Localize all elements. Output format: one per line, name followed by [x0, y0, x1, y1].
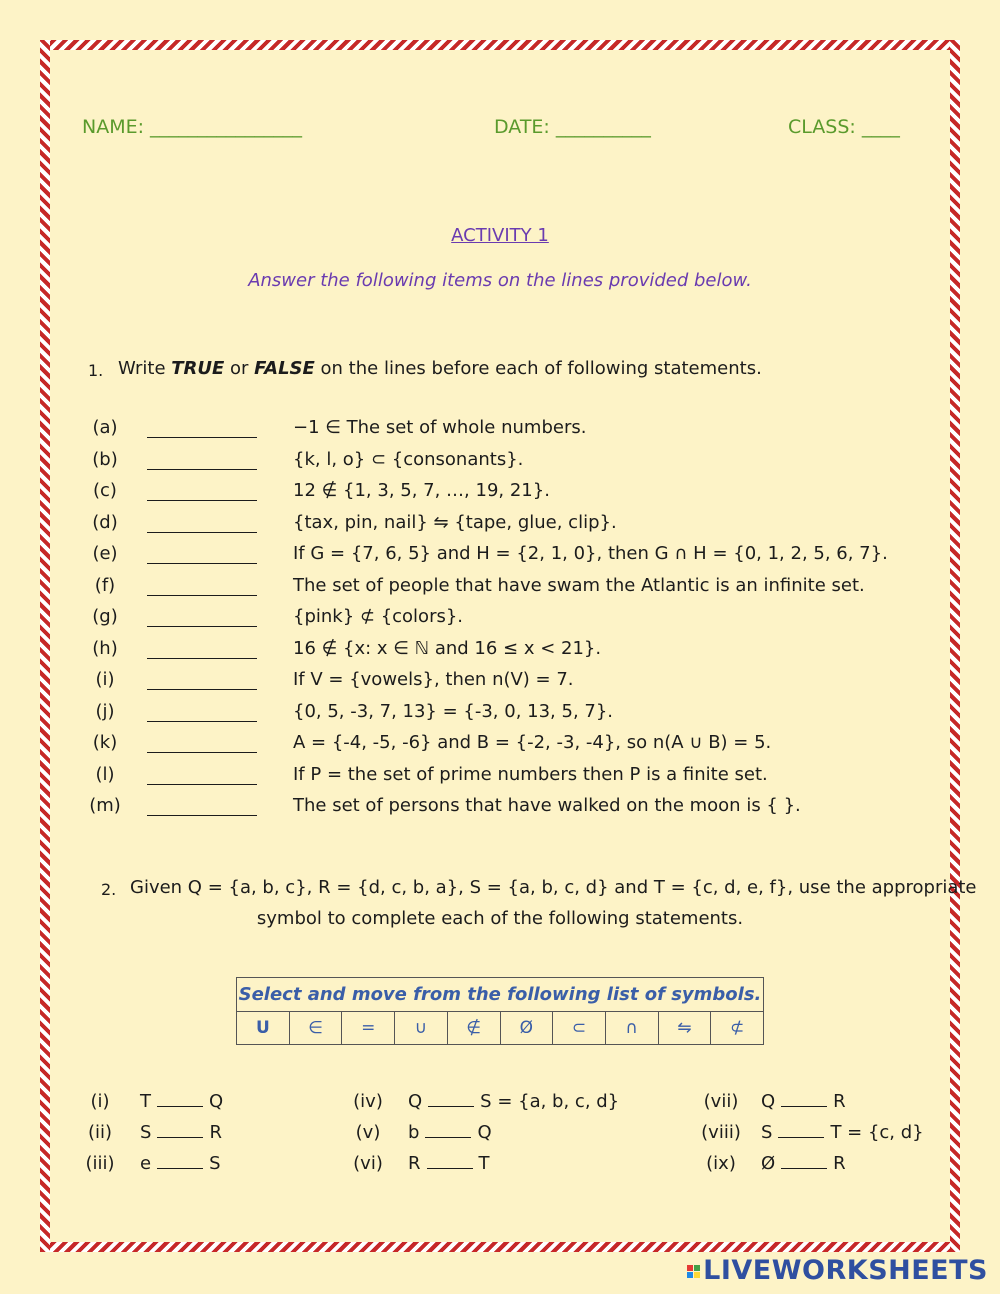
- answer-blank[interactable]: [147, 595, 257, 596]
- statement-label: (m): [89, 795, 121, 816]
- statement-text: The set of persons that have walked on the moon is { }.: [293, 795, 801, 816]
- answer-blank[interactable]: [147, 437, 257, 438]
- activity-title: ACTIVITY 1: [451, 225, 549, 246]
- symbol-drop-target[interactable]: [427, 1154, 473, 1169]
- exercise-item: [342, 1091, 619, 1112]
- exercise-label: (vi): [353, 1153, 383, 1174]
- exercise-right-operand: S: [209, 1153, 221, 1174]
- exercise-label: (v): [355, 1122, 381, 1143]
- exercise-right-operand: Q: [477, 1122, 492, 1143]
- symbol-tile[interactable]: Ø: [500, 1012, 553, 1045]
- exercise-label: (i): [90, 1091, 110, 1112]
- symbol-tile[interactable]: ∉: [447, 1012, 500, 1045]
- answer-blank[interactable]: [147, 784, 257, 785]
- statement-row: [0, 732, 1000, 760]
- statement-text: {tax, pin, nail} ⇋ {tape, glue, clip}.: [293, 511, 617, 533]
- statement-text: The set of people that have swam the Atlantic is an infinite set.: [293, 574, 865, 596]
- statement-label: (h): [92, 637, 118, 659]
- statement-label: (j): [95, 700, 115, 722]
- symbol-drop-target[interactable]: [781, 1092, 827, 1107]
- symbol-tile[interactable]: =: [342, 1012, 395, 1045]
- exercise-label: (iii): [85, 1153, 115, 1174]
- statement-text: If V = {vowels}, then n(V) = 7.: [293, 669, 574, 690]
- exercise-label: (viii): [701, 1122, 741, 1143]
- symbol-drop-target[interactable]: [157, 1123, 203, 1138]
- answer-blank[interactable]: [147, 532, 257, 533]
- statement-label: (c): [93, 480, 117, 501]
- statement-text: 12 ∉ {1, 3, 5, 7, …, 19, 21}.: [293, 480, 550, 501]
- decorative-border-bottom: [40, 1242, 960, 1252]
- exercise-right-operand: Q: [209, 1091, 224, 1112]
- statement-text: If G = {7, 6, 5} and H = {2, 1, 0}, then G ∩ H = {0, 1, 2, 5, 6, 7}.: [293, 543, 888, 564]
- exercise-item: [74, 1153, 221, 1174]
- answer-blank[interactable]: [147, 563, 257, 564]
- exercise-item: [74, 1122, 222, 1143]
- statement-row: [0, 543, 1000, 571]
- statement-text: If P = the set of prime numbers then P is a finite set.: [293, 763, 768, 785]
- exercise-right-operand: S = {a, b, c, d}: [480, 1091, 620, 1112]
- exercise-right-operand: R: [833, 1153, 846, 1174]
- statement-label: (g): [92, 606, 118, 627]
- exercise-left-operand: Q: [761, 1091, 776, 1112]
- question-2-number: 2.: [101, 880, 117, 899]
- class-field-label: CLASS: ____: [788, 116, 900, 138]
- liveworksheets-logo: LIVEWORKSHEETS: [687, 1255, 988, 1286]
- statement-row: [0, 606, 1000, 634]
- exercise-label: (vii): [703, 1091, 739, 1112]
- symbol-list-table: [236, 977, 764, 1045]
- question-1-number: 1.: [88, 361, 104, 380]
- symbol-row: [237, 1012, 764, 1045]
- statement-text: 16 ∉ {x: x ∈ ℕ and 16 ≤ x < 21}.: [293, 637, 602, 659]
- statement-row: [0, 480, 1000, 508]
- statement-row: [0, 638, 1000, 666]
- exercise-item: [695, 1091, 846, 1112]
- exercise-item: [342, 1122, 492, 1143]
- exercise-label: (iv): [353, 1091, 383, 1112]
- symbol-drop-target[interactable]: [428, 1092, 474, 1107]
- exercise-left-operand: R: [408, 1153, 421, 1174]
- question-2-line-1: Given Q = {a, b, c}, R = {d, c, b, a}, S = {a, b, c, d} and T = {c, d, e, f}, use the appropriate: [130, 877, 977, 898]
- exercise-label: (ii): [87, 1122, 113, 1143]
- exercise-right-operand: T = {c, d}: [830, 1122, 924, 1143]
- exercise-right-operand: T: [478, 1153, 490, 1174]
- statement-text: −1 ∈ The set of whole numbers.: [293, 417, 587, 438]
- exercise-item: [342, 1153, 490, 1174]
- exercise-left-operand: b: [408, 1122, 420, 1143]
- statement-text: A = {-4, -5, -6} and B = {-2, -3, -4}, so n(A ∪ B) = 5.: [293, 732, 772, 753]
- statement-label: (d): [92, 511, 118, 533]
- statement-text: {0, 5, -3, 7, 13} = {-3, 0, 13, 5, 7}.: [293, 700, 614, 722]
- exercise-left-operand: S: [761, 1122, 773, 1143]
- exercise-right-operand: R: [833, 1091, 846, 1112]
- answer-blank[interactable]: [147, 752, 257, 753]
- answer-blank[interactable]: [147, 658, 257, 659]
- statement-row: [0, 764, 1000, 792]
- false-keyword: FALSE: [254, 358, 315, 379]
- symbol-drop-target[interactable]: [157, 1092, 203, 1107]
- statement-row: [0, 701, 1000, 729]
- symbol-drop-target[interactable]: [781, 1154, 827, 1169]
- logo-mark-icon: [687, 1265, 701, 1279]
- exercise-right-operand: R: [209, 1122, 222, 1143]
- answer-blank[interactable]: [147, 469, 257, 470]
- statement-row: [0, 417, 1000, 445]
- statement-row: [0, 512, 1000, 540]
- statement-row: [0, 795, 1000, 823]
- statement-label: (e): [92, 543, 118, 564]
- true-keyword: TRUE: [171, 358, 225, 379]
- statement-row: [0, 449, 1000, 477]
- symbol-drop-target[interactable]: [157, 1154, 203, 1169]
- statement-row: [0, 669, 1000, 697]
- statement-label: (l): [95, 763, 115, 785]
- statement-label: (f): [94, 574, 116, 596]
- symbol-list-header: Select and move from the following list of symbols.: [237, 978, 764, 1012]
- statement-text: {k, l, o} ⊂ {consonants}.: [293, 448, 524, 470]
- question-2-line-2: symbol to complete each of the following statements.: [256, 908, 744, 929]
- exercise-left-operand: S: [140, 1122, 152, 1143]
- date-field-label: DATE: __________: [494, 116, 651, 138]
- symbol-tile[interactable]: ∩: [605, 1012, 658, 1045]
- exercise-item: [695, 1153, 846, 1174]
- statement-text: {pink} ⊄ {colors}.: [293, 606, 464, 627]
- exercise-item: [695, 1122, 924, 1143]
- symbol-tile[interactable]: ⊂: [553, 1012, 606, 1045]
- exercise-left-operand: T: [140, 1091, 151, 1112]
- statement-label: (a): [92, 417, 118, 438]
- activity-instruction: Answer the following items on the lines provided below.: [248, 270, 752, 291]
- statement-label: (i): [95, 669, 115, 690]
- exercise-left-operand: e: [140, 1153, 152, 1174]
- answer-blank[interactable]: [147, 626, 257, 627]
- name-field-label: NAME: ________________: [82, 116, 303, 138]
- statement-label: (b): [92, 448, 118, 470]
- answer-blank[interactable]: [147, 689, 257, 690]
- decorative-border-top: [40, 40, 960, 50]
- exercise-label: (ix): [706, 1153, 736, 1174]
- exercise-left-operand: Ø: [761, 1153, 776, 1174]
- statement-label: (k): [92, 732, 118, 753]
- answer-blank[interactable]: [147, 721, 257, 722]
- statement-row: [0, 575, 1000, 603]
- symbol-tile[interactable]: ∈: [289, 1012, 342, 1045]
- symbol-drop-target[interactable]: [778, 1123, 824, 1138]
- exercise-item: [74, 1091, 223, 1112]
- symbol-tile[interactable]: U: [237, 1012, 290, 1045]
- question-1-prompt: Write TRUE or FALSE on the lines before each of following statements.: [118, 358, 762, 379]
- answer-blank[interactable]: [147, 815, 257, 816]
- symbol-tile[interactable]: ⊄: [711, 1012, 764, 1045]
- symbol-tile[interactable]: ⇋: [658, 1012, 711, 1045]
- symbol-drop-target[interactable]: [425, 1123, 471, 1138]
- symbol-tile[interactable]: ∪: [395, 1012, 448, 1045]
- exercise-left-operand: Q: [408, 1091, 423, 1112]
- answer-blank[interactable]: [147, 500, 257, 501]
